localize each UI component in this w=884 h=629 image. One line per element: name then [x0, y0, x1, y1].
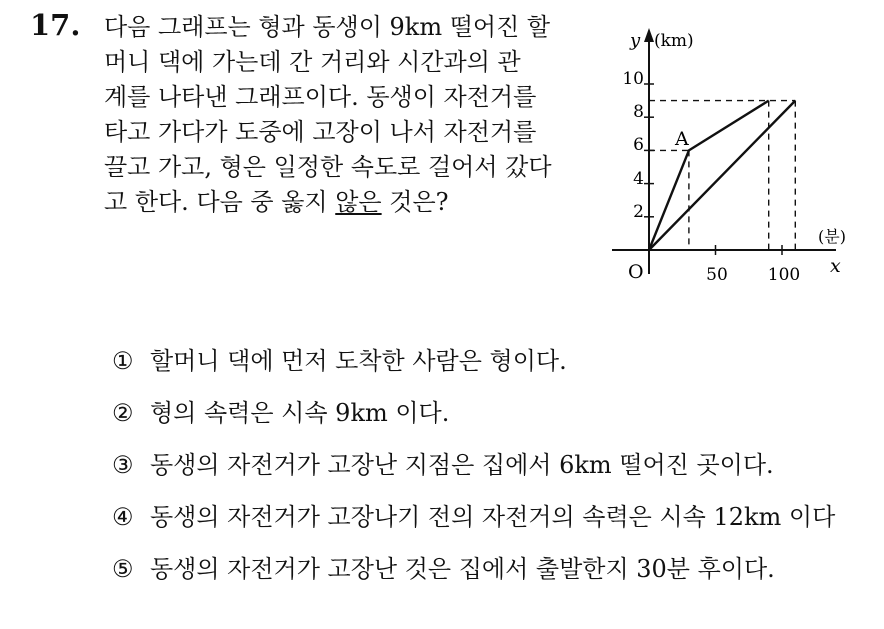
choice-text: 동생의 자전거가 고장나기 전의 자전거의 속력은 시속 12km 이다 — [150, 503, 836, 531]
stem-text: 고 한다. 다음 중 옳지 — [104, 188, 336, 216]
y-tick-label: 10 — [622, 69, 644, 89]
series-line-1 — [649, 101, 769, 250]
origin-label: O — [628, 261, 644, 283]
series-line-2 — [649, 101, 795, 250]
choice-marker: ① — [112, 347, 134, 375]
stem-line: 타고 가다가 도중에 고장이 나서 자전거를 — [104, 118, 537, 146]
y-tick-label: 4 — [633, 169, 644, 189]
point-a-label: A — [675, 128, 689, 150]
stem-line: 계를 나타낸 그래프이다. 동생이 자전거를 — [104, 83, 537, 111]
choice-marker: ④ — [112, 503, 134, 531]
choice-marker: ③ — [112, 451, 134, 479]
choice-marker: ② — [112, 399, 134, 427]
axes — [612, 28, 836, 274]
answer-choices — [112, 343, 872, 603]
stem-line-last — [104, 185, 594, 220]
underlined-word: 않은 — [335, 188, 382, 216]
question-number: 17. — [30, 8, 81, 42]
y-tick-label: 2 — [633, 202, 644, 222]
axis-labels — [622, 30, 846, 285]
y-tick-label: 6 — [633, 135, 644, 155]
series-lines — [649, 101, 795, 250]
y-axis-unit: (km) — [654, 31, 694, 51]
choice-text: 동생의 자전거가 고장난 것은 집에서 출발한지 30분 후이다. — [150, 555, 775, 583]
y-axis-arrowhead — [644, 28, 654, 42]
stem-text: 것은? — [381, 188, 449, 216]
choice-text: 형의 속력은 시속 9km 이다. — [150, 399, 450, 427]
choice-text: 동생의 자전거가 고장난 지점은 집에서 6km 떨어진 곳이다. — [150, 451, 774, 479]
stem-line: 끌고 가고, 형은 일정한 속도로 걸어서 갔다 — [104, 153, 552, 181]
choice-1[interactable] — [112, 343, 872, 379]
choice-2[interactable] — [112, 395, 872, 431]
y-tick-label: 8 — [633, 102, 644, 122]
x-tick-label: 50 — [706, 265, 728, 285]
choice-3[interactable] — [112, 447, 872, 483]
choice-4[interactable] — [112, 499, 872, 535]
stem-line: 머니 댁에 가는데 간 거리와 시간과의 관 — [104, 48, 521, 76]
x-tick-label: 100 — [767, 265, 801, 285]
x-axis-unit: (분) — [818, 227, 846, 246]
choice-5[interactable] — [112, 551, 872, 587]
question-stem — [104, 10, 594, 220]
choice-marker: ⑤ — [112, 555, 134, 583]
stem-line: 다음 그래프는 형과 동생이 9km 떨어진 할 — [104, 13, 551, 41]
choice-text: 할머니 댁에 먼저 도착한 사람은 형이다. — [150, 347, 567, 375]
distance-time-graph — [604, 18, 854, 286]
x-axis-label: x — [830, 255, 841, 277]
y-axis-label: y — [630, 30, 641, 51]
